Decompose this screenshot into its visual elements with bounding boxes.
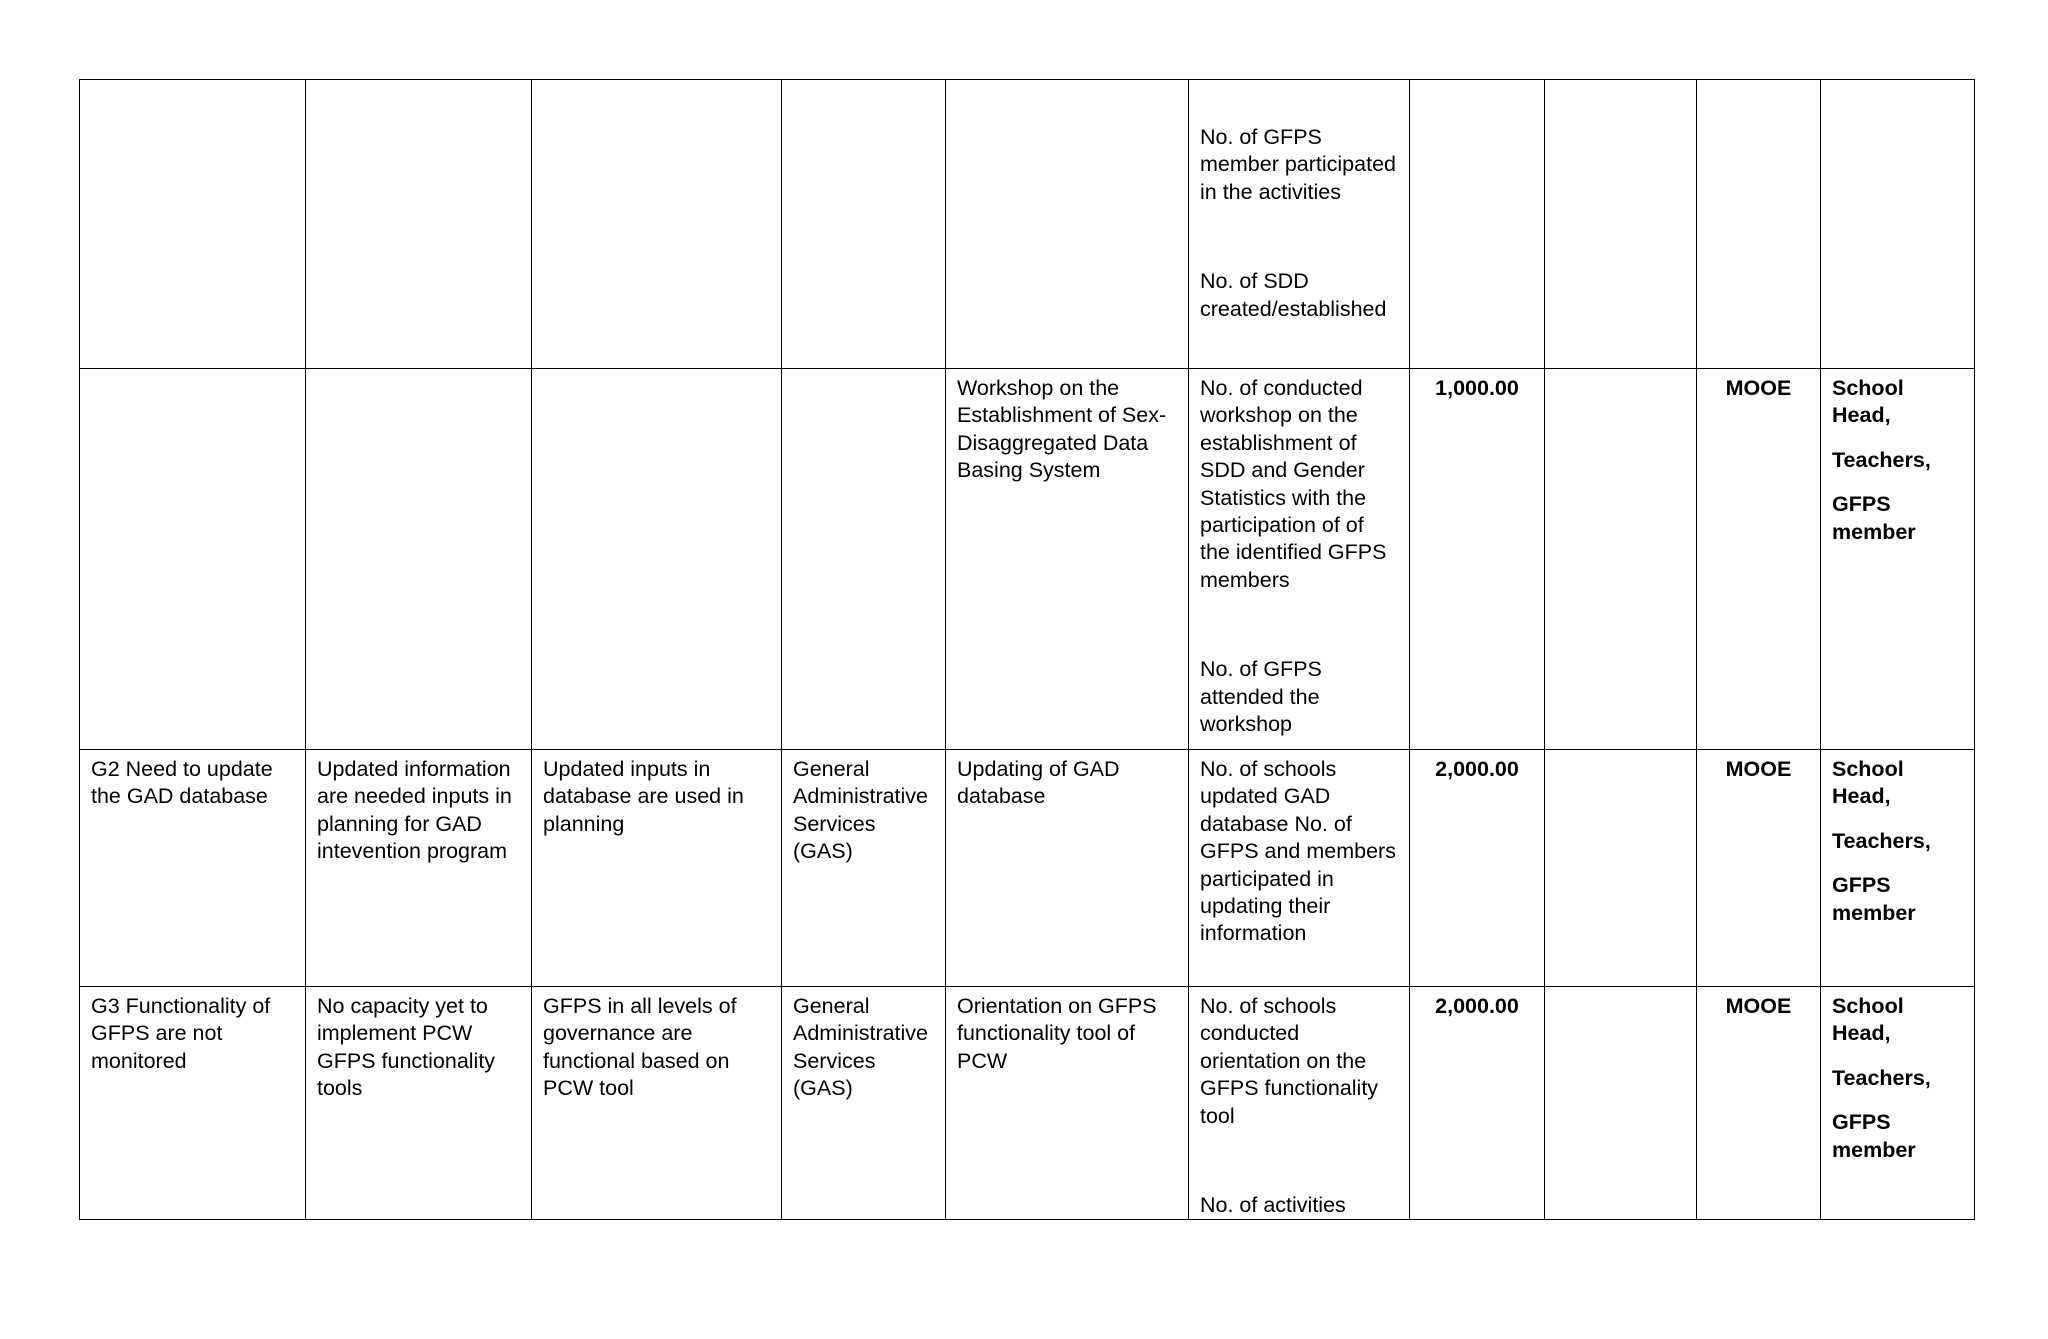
- source-cell: MOOE: [1697, 369, 1821, 750]
- activity-cell: Updating of GAD database: [946, 750, 1189, 987]
- issue-cell: G2 Need to update the GAD database: [80, 750, 306, 987]
- indicator-cell: [1189, 80, 1410, 369]
- indicator-text: No. of GFPS attended the workshop: [1200, 657, 1322, 737]
- program-cell: [782, 80, 946, 369]
- budget-cell: [1410, 80, 1545, 369]
- indicator-text: No. of conducted workshop on the establishment of SDD and Gender Statistics with the participation of of the identified GFPS members: [1200, 376, 1387, 592]
- responsible-cell: [1821, 80, 1975, 369]
- objective-cell: [532, 80, 782, 369]
- responsible-text: School Head,: [1832, 757, 1904, 809]
- source-cell: MOOE: [1697, 750, 1821, 987]
- issue-cell: [80, 369, 306, 750]
- blank-cell: [1545, 987, 1697, 1220]
- responsible-text: GFPS member: [1832, 492, 1916, 544]
- blank-cell: [1545, 750, 1697, 987]
- issue-cell: [80, 80, 306, 369]
- blank-cell: [1545, 369, 1697, 750]
- activity-cell: Workshop on the Establishment of Sex-Disaggregated Data Basing System: [946, 369, 1189, 750]
- responsible-text: GFPS member: [1832, 873, 1916, 925]
- responsible-text: School Head,: [1832, 994, 1904, 1046]
- indicator-cell: [1189, 750, 1410, 987]
- objective-cell: GFPS in all levels of governance are functional based on PCW tool: [532, 987, 782, 1220]
- program-cell: General Administrative Services (GAS): [782, 750, 946, 987]
- issue-cell: G3 Functionality of GFPS are not monitored: [80, 987, 306, 1220]
- table-row: [80, 80, 1975, 369]
- program-cell: [782, 369, 946, 750]
- source-cell: [1697, 80, 1821, 369]
- budget-cell: 1,000.00: [1410, 369, 1545, 750]
- cause-cell: No capacity yet to implement PCW GFPS functionality tools: [306, 987, 532, 1220]
- responsible-text: Teachers,: [1832, 828, 1931, 853]
- program-cell: General Administrative Services (GAS): [782, 987, 946, 1220]
- cause-cell: Updated information are needed inputs in planning for GAD intevention program: [306, 750, 532, 987]
- table-row: [80, 369, 1975, 750]
- responsible-text: GFPS member: [1832, 1110, 1916, 1162]
- budget-cell: 2,000.00: [1410, 750, 1545, 987]
- indicator-cell: [1189, 987, 1410, 1220]
- responsible-text: Teachers,: [1832, 447, 1931, 472]
- objective-cell: [532, 369, 782, 750]
- blank-cell: [1545, 80, 1697, 369]
- indicator-cell: [1189, 369, 1410, 750]
- responsible-cell: [1821, 750, 1975, 987]
- indicator-text: No. of GFPS member participated in the activities: [1200, 125, 1396, 204]
- indicator-text: No. of SDD created/established: [1200, 269, 1387, 321]
- budget-cell: 2,000.00: [1410, 987, 1545, 1220]
- activity-cell: [946, 80, 1189, 369]
- responsible-cell: [1821, 987, 1975, 1220]
- cause-cell: [306, 369, 532, 750]
- indicator-text: No. of activities: [1200, 1193, 1346, 1218]
- activity-cell: Orientation on GFPS functionality tool of PCW: [946, 987, 1189, 1220]
- table-row: [80, 750, 1975, 987]
- table-row: [80, 987, 1975, 1220]
- source-cell: MOOE: [1697, 987, 1821, 1220]
- responsible-cell: [1821, 369, 1975, 750]
- indicator-text: No. of schools conducted orientation on the GFPS functionality tool: [1200, 994, 1379, 1128]
- cause-cell: [306, 80, 532, 369]
- objective-cell: Updated inputs in database are used in planning: [532, 750, 782, 987]
- gad-plan-table: [79, 79, 1975, 1220]
- indicator-text: No. of schools updated GAD database No. of GFPS and members participated in updating their information: [1200, 757, 1396, 946]
- responsible-text: Teachers,: [1832, 1065, 1931, 1090]
- responsible-text: School Head,: [1832, 376, 1904, 428]
